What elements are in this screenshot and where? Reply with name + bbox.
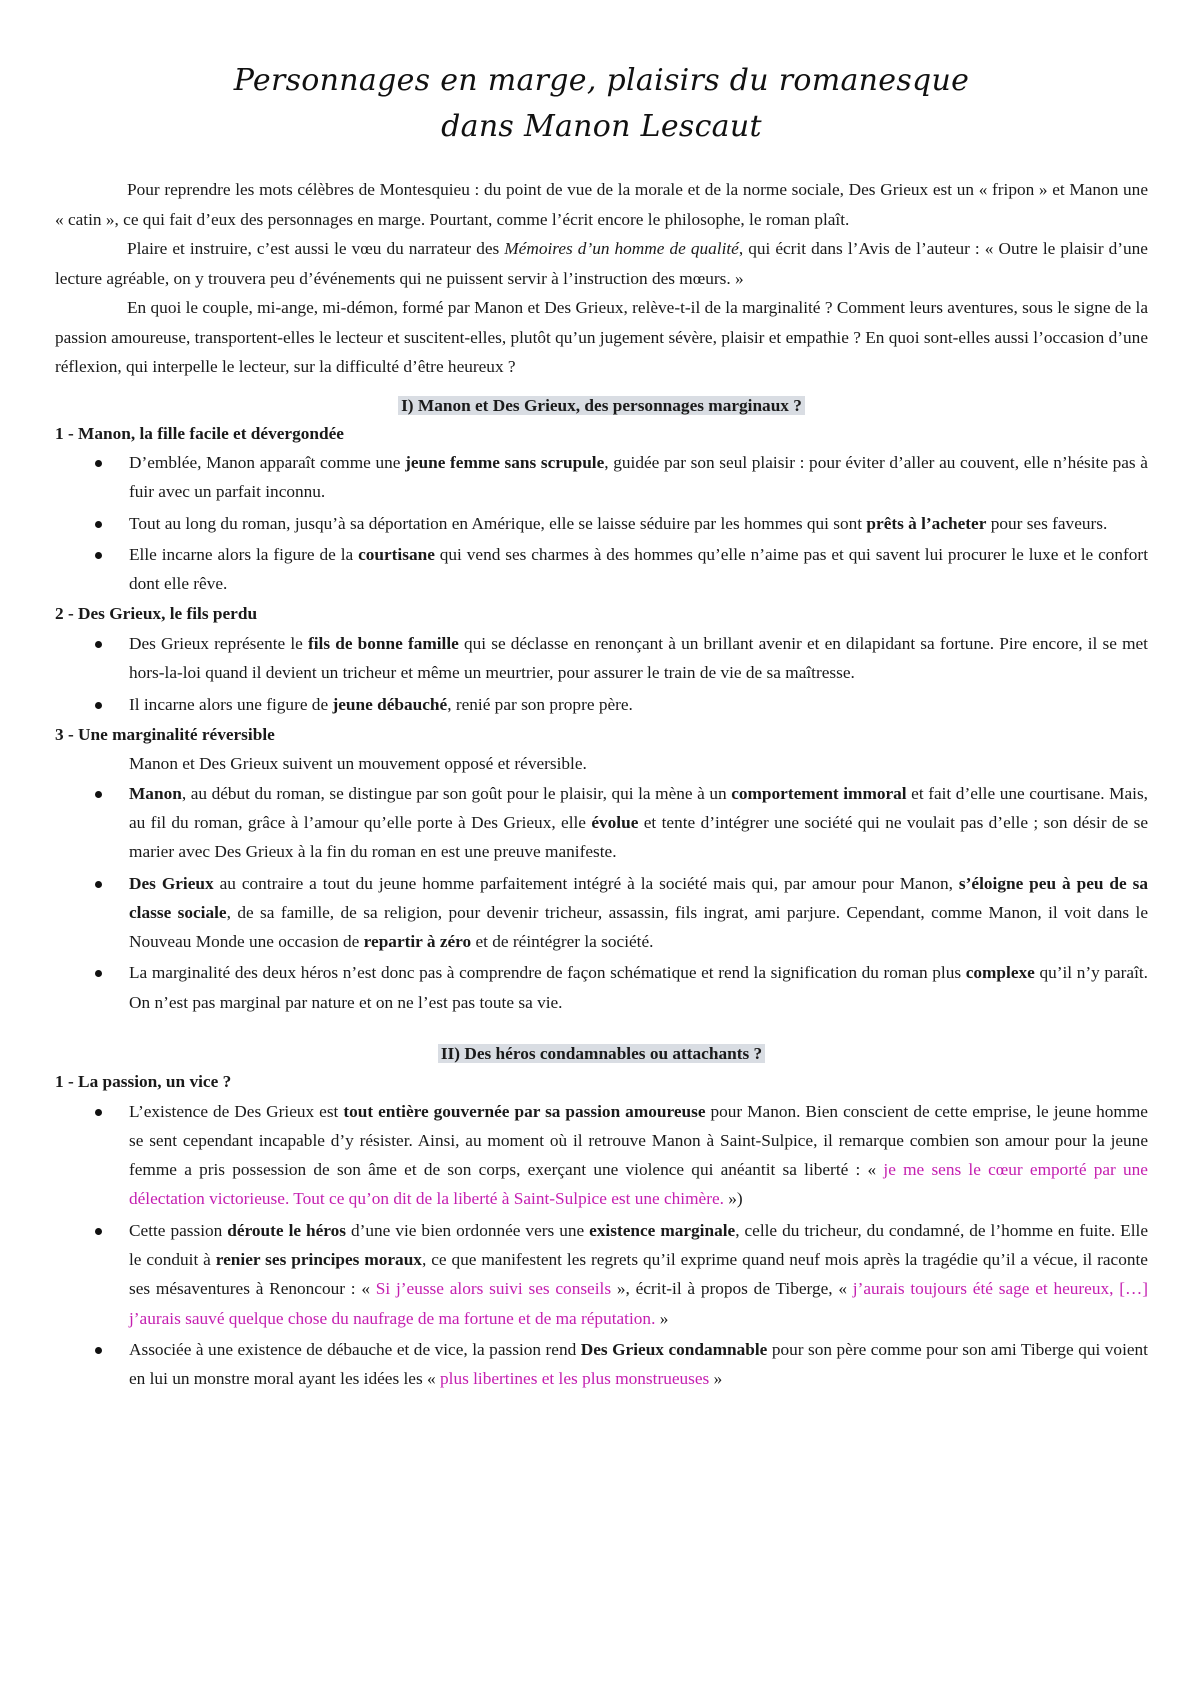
list-item: Manon, au début du roman, se distingue par son goût pour le plaisir, qui la mène à un comportement immoral et fait d’elle une courtisane. Mais, au fil du roman, grâce à l’amour qu’elle porte à Des Grieux, elle évolue et tente d’intégrer une société qui ne voulait pas d’elle ; son désir de se marier avec Des Grieux à la fin du roman en est une preuve manifeste. <box>129 779 1148 867</box>
bullet-icon <box>95 1109 102 1116</box>
list-item: Tout au long du roman, jusqu’à sa déportation en Amérique, elle se laisse séduire par les hommes qui sont prêts à l’acheter pour ses faveurs. <box>129 509 1148 538</box>
quotation: j’aurais toujours été sage et heureux, […] j’aurais sauvé quelque chose du naufrage de ma fortune et de ma réputation. <box>129 1279 1148 1328</box>
bullet-icon <box>95 970 102 977</box>
list-item: Associée à une existence de débauche et de vice, la passion rend Des Grieux condamnable pour son père comme pour son ami Tiberge qui voient en lui un monstre moral ayant les idées les « plus libertines et les plus monstrueuses » <box>129 1335 1148 1394</box>
bullet-icon <box>95 521 102 528</box>
section-1-title-text: I) Manon et Des Grieux, des personnages marginaux ? <box>398 396 805 415</box>
list-item: La marginalité des deux héros n’est donc pas à comprendre de façon schématique et rend la signification du roman plus complexe qu’il n’y paraît. On n’est pas marginal par nature et on ne l’est pas toute sa vie. <box>129 958 1148 1017</box>
quotation: plus libertines et les plus monstrueuses <box>440 1369 710 1389</box>
section-1-subheading-1: 1 - Manon, la fille facile et dévergondée <box>55 423 344 443</box>
bullet-icon <box>95 881 102 888</box>
list-item: Elle incarne alors la figure de la courtisane qui vend ses charmes à des hommes qu’elle n’aime pas et qui savent lui procurer le luxe et le confort dont elle rêve. <box>129 540 1148 599</box>
bullet-icon <box>95 702 102 709</box>
section-1-sub-2-list <box>55 629 1148 719</box>
list-item: Des Grieux représente le fils de bonne famille qui se déclasse en renonçant à un brillant avenir et en dilapidant sa fortune. Pire encore, il se met hors-la-loi quand il devient un tricheur et même un meurtrier, pour assurer le train de vie de sa maîtresse. <box>129 629 1148 688</box>
list-item: L’existence de Des Grieux est tout entière gouvernée par sa passion amoureuse pour Manon. Bien conscient de cette emprise, le jeune homme se sent cependant incapable d’y résister. Ainsi, au moment où il retrouve Manon à Saint-Sulpice, il remarque combien son amour pour la jeune femme a pris possession de son âme et de son corps, exerçant une violence qui anéantit sa liberté : « je me sens le cœur emporté par une délectation victorieuse. Tout ce qu’on dit de la liberté à Saint-Sulpice est une chimère. ») <box>129 1097 1148 1214</box>
section-1-subheading-2: 2 - Des Grieux, le fils perdu <box>55 604 258 624</box>
title-line-1: Personnages en marge, plaisirs du romanesque <box>233 63 970 98</box>
section-spacer <box>55 1019 1148 1039</box>
bullet-icon <box>95 641 102 648</box>
bullet-icon <box>95 552 102 559</box>
intro-paragraph-2 <box>55 234 1148 293</box>
title-line-2: dans Manon Lescaut <box>441 109 762 144</box>
intro-p2-text-b: , qui écrit dans l’Avis de l’auteur : « Outre le plaisir d’une lecture agréable, on y trouvera peu d’événements qui ne puissent servir à l’instruction des mœurs. » <box>55 239 1148 288</box>
section-1-sub-3-list <box>55 779 1148 1017</box>
section-2-title <box>55 1039 1148 1068</box>
intro-paragraph-1: Pour reprendre les mots célèbres de Montesquieu : du point de vue de la morale et de la norme sociale, Des Grieux est un « fripon » et Manon une « catin », ce qui fait d’eux des personnages en marge. Pourtant, comme l’écrit encore le philosophe, le roman plaît. <box>55 180 1148 229</box>
section-2-subheading-1: 1 - La passion, un vice ? <box>55 1072 232 1092</box>
section-1-title <box>55 391 1148 420</box>
section-1-sub-1-list <box>55 448 1148 598</box>
quotation: je me sens le cœur emporté par une délectation victorieuse. Tout ce qu’on dit de la liberté à Saint-Sulpice est une chimère. <box>129 1160 1148 1209</box>
list-item: D’emblée, Manon apparaît comme une jeune femme sans scrupule, guidée par son seul plaisir : pour éviter d’aller au couvent, elle n’hésite pas à fuir avec un parfait inconnu. <box>129 448 1148 507</box>
bullet-icon <box>95 460 102 467</box>
list-item: Cette passion déroute le héros d’une vie bien ordonnée vers une existence marginale, celle du tricheur, du condamné, de l’homme en fuite. Elle le conduit à renier ses principes moraux, ce que manifestent les regrets qu’il exprime quand neuf mois après la tragédie qu’il a vécue, il raconte ses mésaventures à Renoncour : « Si j’eusse alors suivi ses conseils », écrit-il à propos de Tiberge, « j’aurais toujours été sage et heureux, […] j’aurais sauvé quelque chose du naufrage de ma fortune et de ma réputation. » <box>129 1216 1148 1333</box>
bullet-icon <box>95 1228 102 1235</box>
bullet-icon <box>95 1347 102 1354</box>
section-1-subheading-3: 3 - Une marginalité réversible <box>55 724 275 744</box>
quotation: Si j’eusse alors suivi ses conseils <box>375 1279 612 1299</box>
book-title-italic: Mémoires d’un homme de qualité <box>504 239 739 258</box>
list-item: Il incarne alors une figure de jeune débauché, renié par son propre père. <box>129 690 1148 719</box>
bullet-icon <box>95 791 102 798</box>
intro-p2-text-a: Plaire et instruire, c’est aussi le vœu du narrateur des <box>127 239 505 258</box>
section-2-sub-1-list <box>55 1097 1148 1394</box>
list-item: Des Grieux au contraire a tout du jeune homme parfaitement intégré à la société mais qui, par amour pour Manon, s’éloigne peu à peu de sa classe sociale, de sa famille, de sa religion, pour devenir tricheur, assassin, fils ingrat, ami parjure. Cependant, comme Manon, il voit dans le Nouveau Monde une occasion de repartir à zéro et de réintégrer la société. <box>129 869 1148 957</box>
document-title <box>55 58 1148 150</box>
section-2-title-text: II) Des héros condamnables ou attachants ? <box>438 1044 765 1063</box>
intro-paragraph-3: En quoi le couple, mi-ange, mi-démon, formé par Manon et Des Grieux, relève-t-il de la marginalité ? Comment leurs aventures, sous le signe de la passion amoureuse, transportent-elles le lecteur et suscitent-elles, plutôt qu’un jugement sévère, plaisir et empathie ? En quoi sont-elles aussi l’occasion d’une réflexion, qui interpelle le lecteur, sur la difficulté d’être heureux ? <box>55 298 1148 376</box>
section-1-sub-3-intro: Manon et Des Grieux suivent un mouvement opposé et réversible. <box>129 754 587 774</box>
